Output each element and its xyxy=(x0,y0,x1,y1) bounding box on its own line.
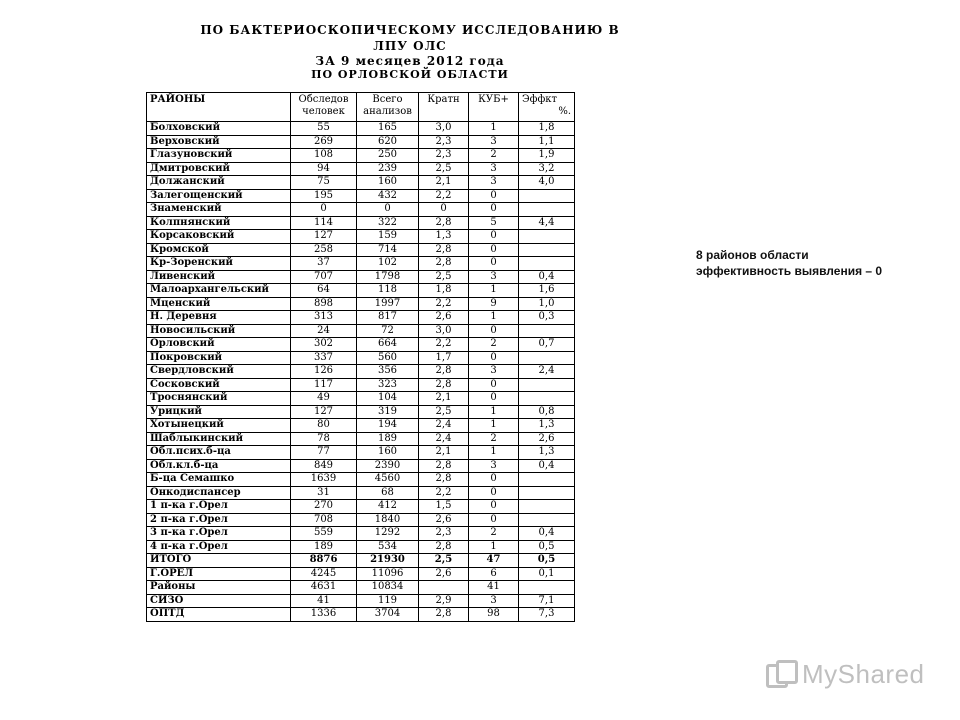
cell-efficiency: 0,4 xyxy=(519,459,575,473)
cell-kub: 0 xyxy=(469,189,519,203)
cell-examined: 24 xyxy=(291,324,357,338)
table-row xyxy=(147,351,575,365)
table-row xyxy=(147,230,575,244)
cell-kub: 0 xyxy=(469,324,519,338)
cell-analyses: 0 xyxy=(357,203,419,217)
cell-district: Сосковский xyxy=(147,378,291,392)
cell-analyses: 102 xyxy=(357,257,419,271)
table-row xyxy=(147,311,575,325)
cell-district: Обл.псих.б-ца xyxy=(147,446,291,460)
title-period-year: 2012 года xyxy=(426,54,505,68)
table-row xyxy=(147,324,575,338)
cell-examined: 75 xyxy=(291,176,357,190)
title-line-2 xyxy=(200,54,620,68)
cell-examined: 114 xyxy=(291,216,357,230)
cell-examined: 31 xyxy=(291,486,357,500)
cell-examined: 4245 xyxy=(291,567,357,581)
side-note-line-2: эффективность выявления – 0 xyxy=(696,264,883,278)
table-row xyxy=(147,405,575,419)
cell-examined: 55 xyxy=(291,122,357,136)
cell-district: Корсаковский xyxy=(147,230,291,244)
cell-kub: 6 xyxy=(469,567,519,581)
cell-kub: 5 xyxy=(469,216,519,230)
cell-kub: 0 xyxy=(469,351,519,365)
header-ratio: Кратн xyxy=(419,93,469,122)
cell-analyses: 189 xyxy=(357,432,419,446)
cell-analyses: 72 xyxy=(357,324,419,338)
cell-kub: 2 xyxy=(469,432,519,446)
table-row xyxy=(147,284,575,298)
cell-ratio: 2,8 xyxy=(419,459,469,473)
cell-efficiency: 4,4 xyxy=(519,216,575,230)
cell-kub: 1 xyxy=(469,122,519,136)
cell-analyses: 4560 xyxy=(357,473,419,487)
cell-examined: 898 xyxy=(291,297,357,311)
cell-kub: 1 xyxy=(469,419,519,433)
cell-efficiency: 1,3 xyxy=(519,419,575,433)
table-header-row xyxy=(147,93,575,122)
table-row xyxy=(147,554,575,568)
cell-ratio: 2,1 xyxy=(419,176,469,190)
cell-efficiency xyxy=(519,230,575,244)
cell-examined: 189 xyxy=(291,540,357,554)
cell-kub: 0 xyxy=(469,378,519,392)
cell-analyses: 1840 xyxy=(357,513,419,527)
cell-ratio: 1,8 xyxy=(419,284,469,298)
cell-ratio: 2,2 xyxy=(419,338,469,352)
cell-efficiency: 0,8 xyxy=(519,405,575,419)
cell-kub: 3 xyxy=(469,459,519,473)
cell-efficiency xyxy=(519,486,575,500)
report-title xyxy=(200,22,620,82)
cell-kub: 2 xyxy=(469,527,519,541)
cell-examined: 8876 xyxy=(291,554,357,568)
cell-ratio xyxy=(419,581,469,595)
cell-efficiency: 3,2 xyxy=(519,162,575,176)
cell-analyses: 534 xyxy=(357,540,419,554)
cell-analyses: 1997 xyxy=(357,297,419,311)
cell-efficiency: 2,6 xyxy=(519,432,575,446)
cell-efficiency xyxy=(519,257,575,271)
header-efficiency xyxy=(519,93,575,122)
cell-examined: 41 xyxy=(291,594,357,608)
cell-ratio: 2,9 xyxy=(419,594,469,608)
title-line-3: ПО ОРЛОВСКОЙ ОБЛАСТИ xyxy=(311,68,509,81)
cell-kub: 0 xyxy=(469,500,519,514)
cell-efficiency: 2,4 xyxy=(519,365,575,379)
cell-kub: 0 xyxy=(469,486,519,500)
table-row xyxy=(147,581,575,595)
cell-examined: 337 xyxy=(291,351,357,365)
cell-district: Покровский xyxy=(147,351,291,365)
cell-analyses: 560 xyxy=(357,351,419,365)
cell-ratio: 2,5 xyxy=(419,270,469,284)
cell-kub: 3 xyxy=(469,594,519,608)
cell-analyses: 159 xyxy=(357,230,419,244)
cell-kub: 1 xyxy=(469,405,519,419)
header-analyses-line2: анализов xyxy=(363,106,412,117)
cell-efficiency xyxy=(519,243,575,257)
table-row xyxy=(147,608,575,622)
header-examined-line1: Обследов xyxy=(298,94,349,105)
table-row xyxy=(147,257,575,271)
cell-ratio: 2,5 xyxy=(419,162,469,176)
cell-efficiency xyxy=(519,351,575,365)
cell-ratio: 2,1 xyxy=(419,446,469,460)
cell-ratio: 2,2 xyxy=(419,486,469,500)
cell-district: Глазуновский xyxy=(147,149,291,163)
table-row xyxy=(147,216,575,230)
cell-examined: 849 xyxy=(291,459,357,473)
table-row xyxy=(147,419,575,433)
table-row xyxy=(147,203,575,217)
cell-district: Мценский xyxy=(147,297,291,311)
cell-district: 4 п-ка г.Орел xyxy=(147,540,291,554)
header-analyses xyxy=(357,93,419,122)
cell-analyses: 250 xyxy=(357,149,419,163)
cell-district: Колпнянский xyxy=(147,216,291,230)
table-row xyxy=(147,540,575,554)
table-row xyxy=(147,122,575,136)
cell-analyses: 194 xyxy=(357,419,419,433)
cell-efficiency: 0,3 xyxy=(519,311,575,325)
cell-district: Болховский xyxy=(147,122,291,136)
cell-examined: 302 xyxy=(291,338,357,352)
cell-district: ИТОГО xyxy=(147,554,291,568)
cell-ratio: 2,8 xyxy=(419,216,469,230)
cell-efficiency: 1,0 xyxy=(519,297,575,311)
cell-efficiency: 7,1 xyxy=(519,594,575,608)
cell-district: Кромской xyxy=(147,243,291,257)
cell-examined: 94 xyxy=(291,162,357,176)
cell-kub: 0 xyxy=(469,257,519,271)
cell-district: Б-ца Семашко xyxy=(147,473,291,487)
myshared-logo-icon xyxy=(766,660,798,688)
cell-analyses: 2390 xyxy=(357,459,419,473)
cell-analyses: 412 xyxy=(357,500,419,514)
header-efficiency-line2: %. xyxy=(558,106,571,117)
cell-district: Урицкий xyxy=(147,405,291,419)
cell-efficiency xyxy=(519,500,575,514)
cell-district: Кр-Зоренский xyxy=(147,257,291,271)
cell-analyses: 714 xyxy=(357,243,419,257)
cell-examined: 117 xyxy=(291,378,357,392)
side-note-line-1: 8 районов области xyxy=(696,248,809,262)
table-row xyxy=(147,513,575,527)
cell-kub: 3 xyxy=(469,270,519,284)
cell-efficiency: 1,8 xyxy=(519,122,575,136)
table-row xyxy=(147,338,575,352)
cell-district: Залегощенский xyxy=(147,189,291,203)
table-row xyxy=(147,378,575,392)
cell-kub: 0 xyxy=(469,513,519,527)
cell-examined: 195 xyxy=(291,189,357,203)
cell-ratio: 2,8 xyxy=(419,243,469,257)
cell-analyses: 119 xyxy=(357,594,419,608)
table-row xyxy=(147,446,575,460)
cell-kub: 0 xyxy=(469,473,519,487)
table-row xyxy=(147,594,575,608)
cell-district: Новосильский xyxy=(147,324,291,338)
cell-ratio: 3,0 xyxy=(419,324,469,338)
cell-analyses: 239 xyxy=(357,162,419,176)
cell-district: Ливенский xyxy=(147,270,291,284)
cell-district: Знаменский xyxy=(147,203,291,217)
cell-kub: 2 xyxy=(469,338,519,352)
cell-examined: 1639 xyxy=(291,473,357,487)
cell-examined: 708 xyxy=(291,513,357,527)
cell-analyses: 68 xyxy=(357,486,419,500)
cell-kub: 3 xyxy=(469,162,519,176)
cell-kub: 9 xyxy=(469,297,519,311)
cell-district: Должанский xyxy=(147,176,291,190)
table-row xyxy=(147,297,575,311)
cell-analyses: 356 xyxy=(357,365,419,379)
cell-analyses: 160 xyxy=(357,446,419,460)
cell-ratio: 0 xyxy=(419,203,469,217)
cell-examined: 127 xyxy=(291,405,357,419)
cell-kub: 41 xyxy=(469,581,519,595)
cell-analyses: 1798 xyxy=(357,270,419,284)
cell-efficiency: 4,0 xyxy=(519,176,575,190)
cell-analyses: 1292 xyxy=(357,527,419,541)
table-row xyxy=(147,243,575,257)
cell-ratio: 2,6 xyxy=(419,567,469,581)
cell-ratio: 2,8 xyxy=(419,257,469,271)
cell-district: Свердловский xyxy=(147,365,291,379)
cell-district: Дмитровский xyxy=(147,162,291,176)
table-row xyxy=(147,149,575,163)
cell-examined: 559 xyxy=(291,527,357,541)
cell-district: Онкодиспансер xyxy=(147,486,291,500)
cell-ratio: 1,7 xyxy=(419,351,469,365)
cell-examined: 37 xyxy=(291,257,357,271)
cell-analyses: 118 xyxy=(357,284,419,298)
cell-efficiency: 1,1 xyxy=(519,135,575,149)
cell-ratio: 2,3 xyxy=(419,527,469,541)
cell-examined: 64 xyxy=(291,284,357,298)
cell-efficiency xyxy=(519,513,575,527)
cell-district: Хотынецкий xyxy=(147,419,291,433)
cell-efficiency: 7,3 xyxy=(519,608,575,622)
cell-kub: 1 xyxy=(469,540,519,554)
header-examined-line2: человек xyxy=(302,106,345,117)
cell-analyses: 160 xyxy=(357,176,419,190)
cell-district: Районы xyxy=(147,581,291,595)
cell-district: 2 п-ка г.Орел xyxy=(147,513,291,527)
table-row xyxy=(147,162,575,176)
cell-ratio: 2,2 xyxy=(419,297,469,311)
table-row xyxy=(147,135,575,149)
table-body xyxy=(147,122,575,622)
cell-analyses: 432 xyxy=(357,189,419,203)
cell-district: Малоархангельский xyxy=(147,284,291,298)
cell-analyses: 165 xyxy=(357,122,419,136)
cell-district: 1 п-ка г.Орел xyxy=(147,500,291,514)
cell-efficiency: 1,6 xyxy=(519,284,575,298)
cell-kub: 1 xyxy=(469,284,519,298)
table-row xyxy=(147,486,575,500)
table-row xyxy=(147,189,575,203)
cell-ratio: 2,3 xyxy=(419,135,469,149)
cell-kub: 3 xyxy=(469,365,519,379)
cell-kub: 0 xyxy=(469,203,519,217)
cell-efficiency: 0,5 xyxy=(519,554,575,568)
table-row xyxy=(147,473,575,487)
cell-efficiency: 0,1 xyxy=(519,567,575,581)
cell-ratio: 2,8 xyxy=(419,473,469,487)
table-row xyxy=(147,527,575,541)
cell-ratio: 1,5 xyxy=(419,500,469,514)
table-row xyxy=(147,432,575,446)
cell-examined: 313 xyxy=(291,311,357,325)
cell-analyses: 10834 xyxy=(357,581,419,595)
cell-district: Н. Деревня xyxy=(147,311,291,325)
header-analyses-line1: Всего xyxy=(372,94,403,105)
cell-ratio: 2,5 xyxy=(419,405,469,419)
cell-district: Троснянский xyxy=(147,392,291,406)
cell-ratio: 2,8 xyxy=(419,365,469,379)
cell-examined: 127 xyxy=(291,230,357,244)
header-kub: КУБ+ xyxy=(469,93,519,122)
cell-examined: 1336 xyxy=(291,608,357,622)
cell-district: 3 п-ка г.Орел xyxy=(147,527,291,541)
table-row xyxy=(147,459,575,473)
cell-district: Г.ОРЕЛ xyxy=(147,567,291,581)
cell-kub: 0 xyxy=(469,230,519,244)
cell-ratio: 1,3 xyxy=(419,230,469,244)
cell-district: Шаблыкинский xyxy=(147,432,291,446)
cell-efficiency: 1,3 xyxy=(519,446,575,460)
cell-ratio: 2,6 xyxy=(419,311,469,325)
cell-ratio: 2,8 xyxy=(419,540,469,554)
cell-kub: 2 xyxy=(469,149,519,163)
cell-ratio: 2,1 xyxy=(419,392,469,406)
cell-efficiency: 0,4 xyxy=(519,527,575,541)
cell-examined: 126 xyxy=(291,365,357,379)
cell-examined: 270 xyxy=(291,500,357,514)
cell-kub: 0 xyxy=(469,392,519,406)
header-efficiency-line1: Эффкт xyxy=(522,94,558,105)
cell-kub: 1 xyxy=(469,311,519,325)
cell-efficiency: 1,9 xyxy=(519,149,575,163)
title-line-1: ПО БАКТЕРИОСКОПИЧЕСКОМУ ИССЛЕДОВАНИЮ В ЛПУ ОЛС xyxy=(200,23,620,53)
cell-efficiency xyxy=(519,378,575,392)
cell-ratio: 3,0 xyxy=(419,122,469,136)
cell-district: Орловский xyxy=(147,338,291,352)
cell-efficiency xyxy=(519,324,575,338)
cell-efficiency xyxy=(519,392,575,406)
cell-analyses: 3704 xyxy=(357,608,419,622)
header-examined xyxy=(291,93,357,122)
title-period-months: месяцев xyxy=(355,54,422,68)
cell-kub: 47 xyxy=(469,554,519,568)
cell-examined: 49 xyxy=(291,392,357,406)
cell-examined: 707 xyxy=(291,270,357,284)
cell-ratio: 2,4 xyxy=(419,432,469,446)
cell-examined: 78 xyxy=(291,432,357,446)
cell-analyses: 319 xyxy=(357,405,419,419)
cell-district: Обл.кл.б-ца xyxy=(147,459,291,473)
title-period-prefix: ЗА 9 xyxy=(315,54,351,68)
cell-ratio: 2,8 xyxy=(419,378,469,392)
cell-kub: 3 xyxy=(469,176,519,190)
cell-ratio: 2,4 xyxy=(419,419,469,433)
districts-table xyxy=(146,92,575,622)
cell-analyses: 664 xyxy=(357,338,419,352)
side-note xyxy=(696,247,882,279)
cell-examined: 77 xyxy=(291,446,357,460)
cell-analyses: 104 xyxy=(357,392,419,406)
cell-analyses: 322 xyxy=(357,216,419,230)
cell-analyses: 11096 xyxy=(357,567,419,581)
cell-ratio: 2,3 xyxy=(419,149,469,163)
watermark xyxy=(766,656,925,692)
cell-examined: 0 xyxy=(291,203,357,217)
table-row xyxy=(147,567,575,581)
cell-kub: 98 xyxy=(469,608,519,622)
table-row xyxy=(147,270,575,284)
cell-district: Верховский xyxy=(147,135,291,149)
cell-efficiency: 0,5 xyxy=(519,540,575,554)
cell-examined: 269 xyxy=(291,135,357,149)
cell-ratio: 2,6 xyxy=(419,513,469,527)
cell-analyses: 817 xyxy=(357,311,419,325)
cell-efficiency xyxy=(519,473,575,487)
cell-examined: 80 xyxy=(291,419,357,433)
cell-efficiency xyxy=(519,203,575,217)
cell-district: СИЗО xyxy=(147,594,291,608)
table-row xyxy=(147,500,575,514)
cell-efficiency: 0,4 xyxy=(519,270,575,284)
cell-ratio: 2,8 xyxy=(419,608,469,622)
header-districts: РАЙОНЫ xyxy=(147,93,291,122)
table-row xyxy=(147,392,575,406)
cell-examined: 4631 xyxy=(291,581,357,595)
cell-analyses: 21930 xyxy=(357,554,419,568)
cell-analyses: 620 xyxy=(357,135,419,149)
cell-examined: 108 xyxy=(291,149,357,163)
cell-efficiency xyxy=(519,189,575,203)
table-row xyxy=(147,176,575,190)
cell-ratio: 2,5 xyxy=(419,554,469,568)
cell-efficiency: 0,7 xyxy=(519,338,575,352)
cell-efficiency xyxy=(519,581,575,595)
cell-examined: 258 xyxy=(291,243,357,257)
cell-kub: 3 xyxy=(469,135,519,149)
cell-ratio: 2,2 xyxy=(419,189,469,203)
cell-kub: 0 xyxy=(469,243,519,257)
cell-kub: 1 xyxy=(469,446,519,460)
watermark-text: MyShared xyxy=(802,658,925,689)
cell-analyses: 323 xyxy=(357,378,419,392)
cell-district: ОПТД xyxy=(147,608,291,622)
table-row xyxy=(147,365,575,379)
